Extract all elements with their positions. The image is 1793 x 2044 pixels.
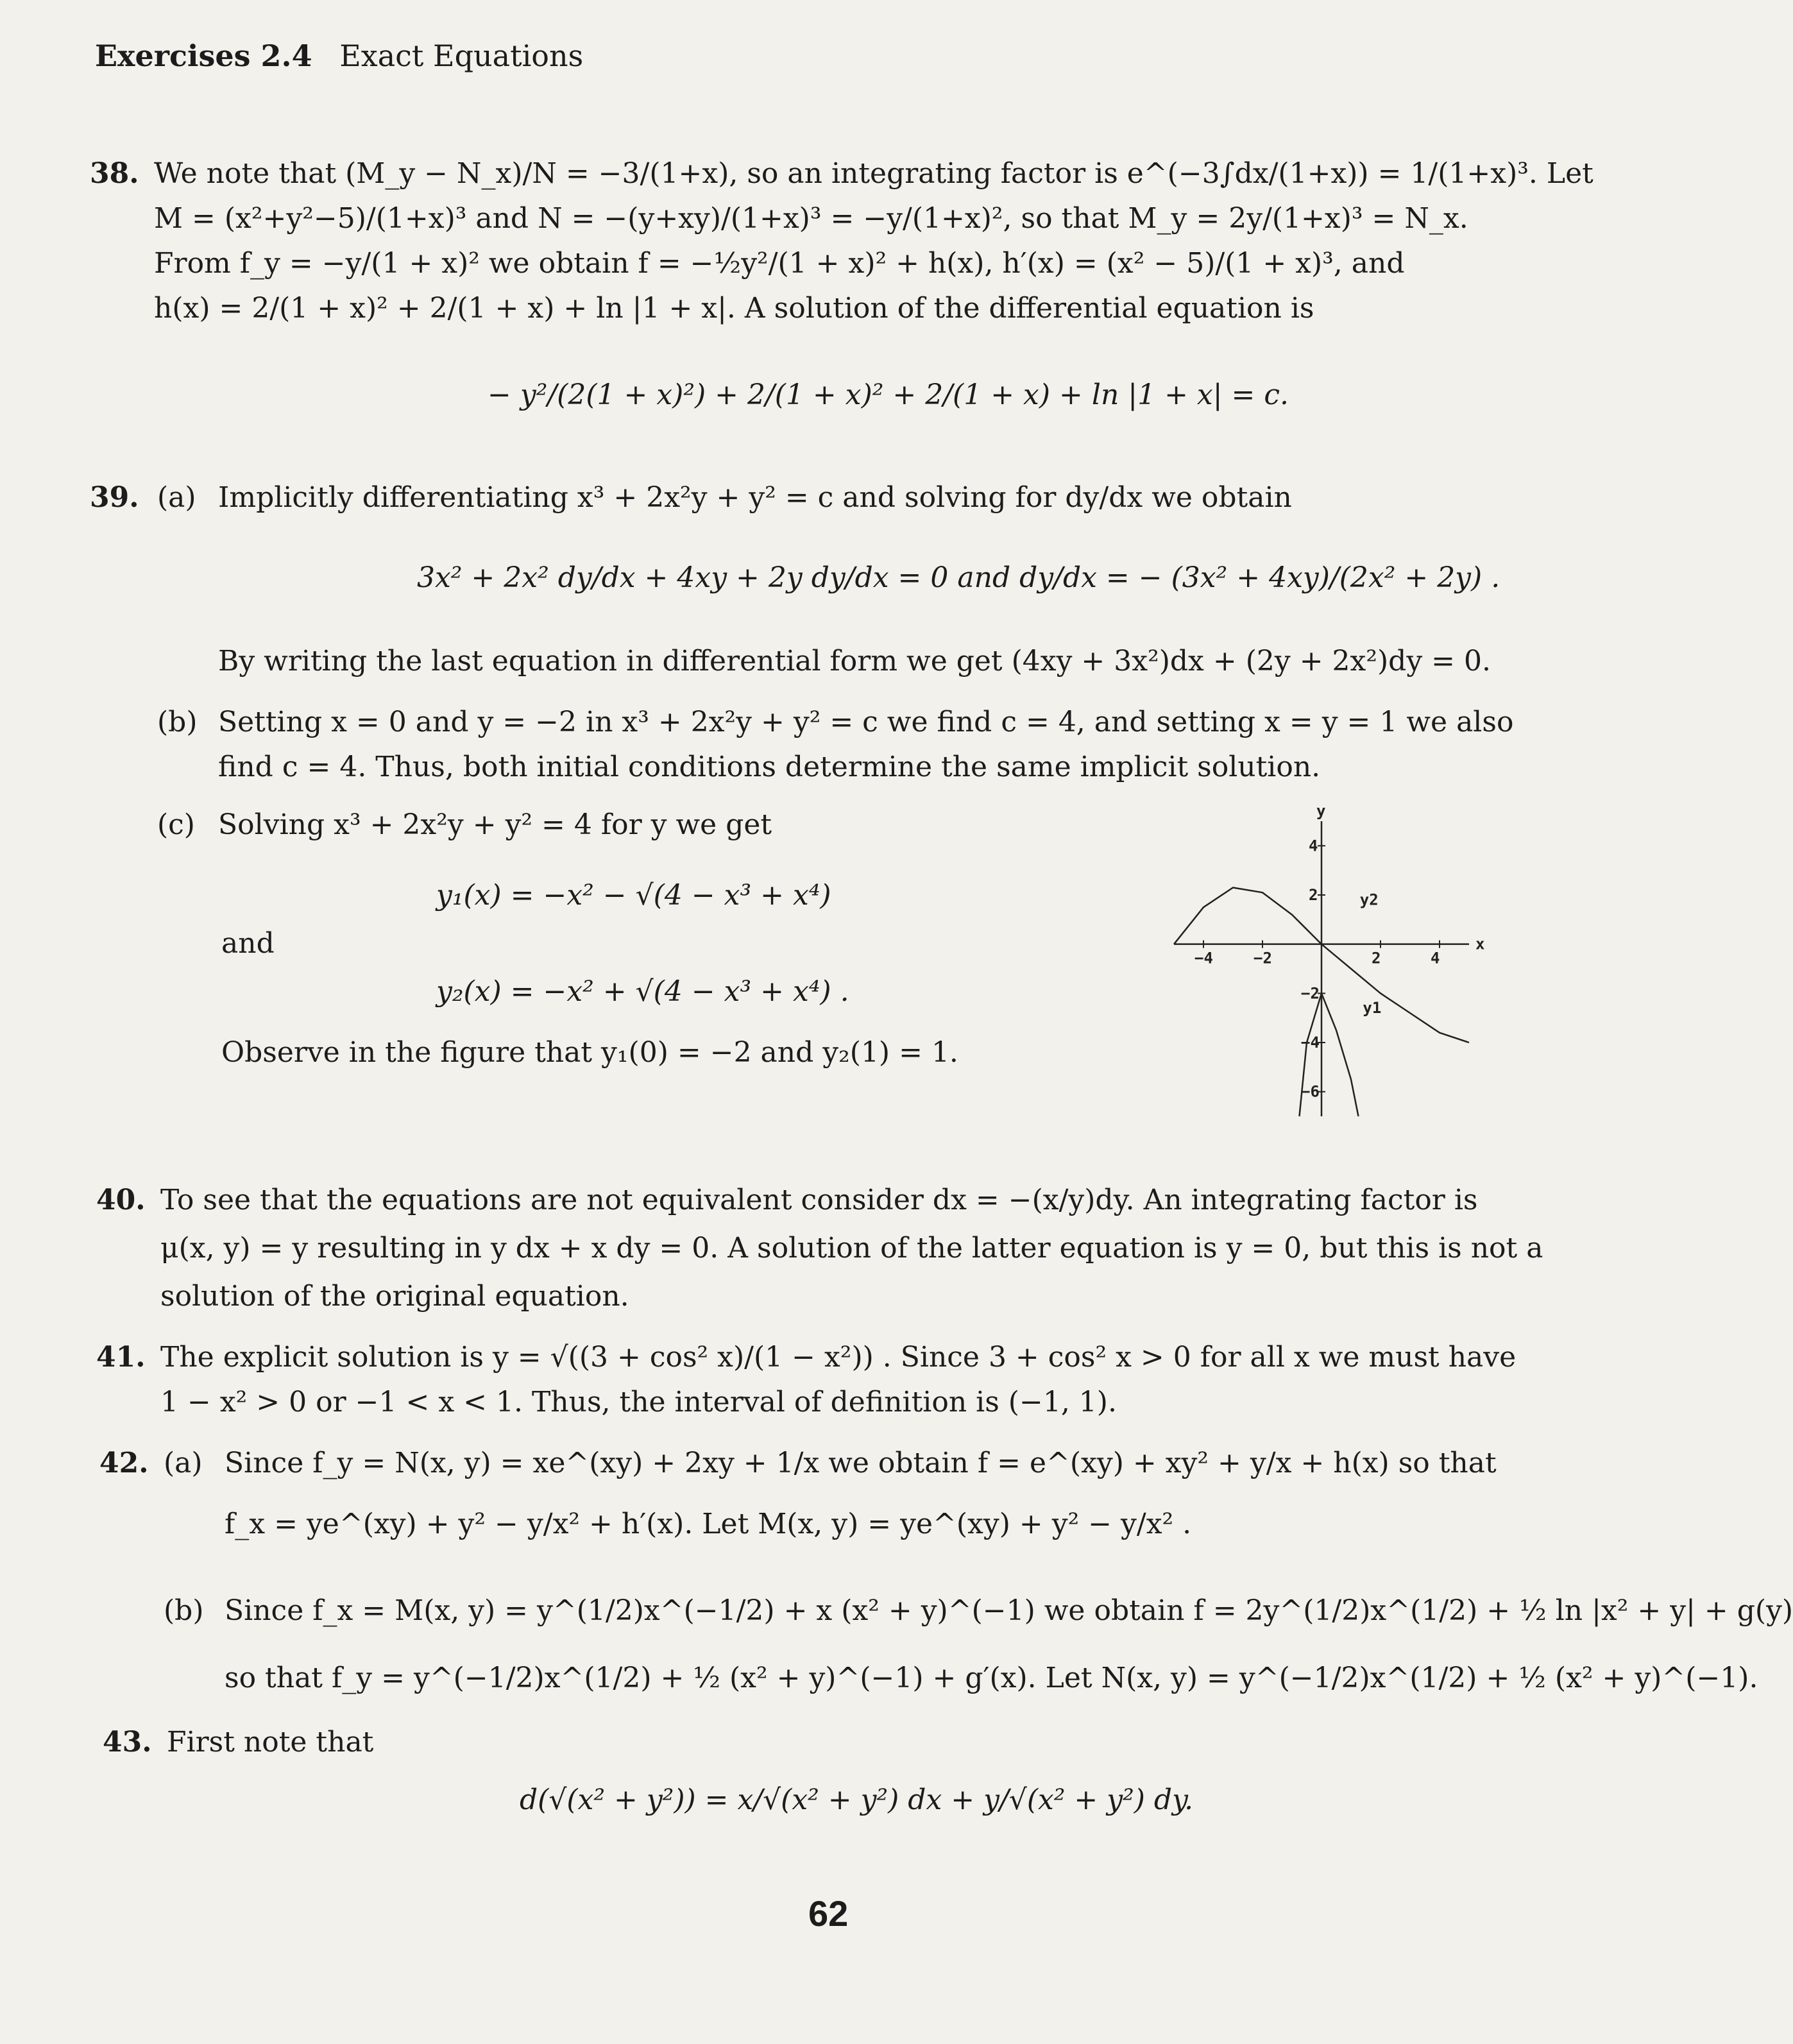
text-line: and xyxy=(221,927,275,960)
exercise-number: 38. xyxy=(90,157,139,190)
x-axis-label: x xyxy=(1475,935,1485,953)
x-tick-label: 4 xyxy=(1431,949,1440,967)
page-header xyxy=(95,38,583,73)
text-line: Setting x = 0 and y = −2 in x³ + 2x²y + y² = c we find c = 4, and setting x = y = 1 we also xyxy=(218,706,1514,738)
exercise-number: 41. xyxy=(96,1341,146,1374)
text-line: Since f_y = N(x, y) = xe^(xy) + 2xy + 1/x we obtain f = e^(xy) + xy² + y/x + h(x) so that xyxy=(225,1447,1497,1479)
text-line: Implicitly differentiating x³ + 2x²y + y² = c and solving for dy/dx we obtain xyxy=(218,481,1292,514)
x-tick-label: −2 xyxy=(1253,949,1272,967)
part-label: (a) xyxy=(164,1447,203,1479)
text-line: 1 − x² > 0 or −1 < x < 1. Thus, the interval of definition is (−1, 1). xyxy=(160,1386,1117,1418)
text-line: find c = 4. Thus, both initial conditions determine the same implicit solution. xyxy=(218,751,1321,783)
display-equation: 3x² + 2x² dy/dx + 4xy + 2y dy/dx = 0 and dy/dx = − (3x² + 4xy)/(2x² + 2y) . xyxy=(417,561,1500,594)
y-tick-label: 4 xyxy=(1309,837,1318,855)
y-tick-label: −6 xyxy=(1301,1082,1320,1101)
part-label: (c) xyxy=(157,808,195,841)
series-label-y1: y1 xyxy=(1363,999,1382,1017)
text-line: By writing the last equation in differential form we get (4xy + 3x²)dx + (2y + 2x²)dy = 0. xyxy=(218,645,1491,677)
text-line: f_x = ye^(xy) + y² − y/x² + h′(x). Let M(x, y) = ye^(xy) + y² − y/x² . xyxy=(225,1508,1192,1540)
text-line: First note that xyxy=(167,1726,374,1759)
text-line: h(x) = 2/(1 + x)² + 2/(1 + x) + ln |1 + x|. A solution of the differential equation is xyxy=(154,292,1314,325)
text-line: solution of the original equation. xyxy=(160,1280,629,1313)
text-line: so that f_y = y^(−1/2)x^(1/2) + ½ (x² + y)^(−1) + g′(x). Let N(x, y) = y^(−1/2)x^(1/2) + ½ (x² + y)^(−1). xyxy=(225,1662,1758,1694)
solution-curves-graph xyxy=(1168,796,1488,1129)
text-line: From f_y = −y/(1 + x)² we obtain f = −½y²/(1 + x)² + h(x), h′(x) = (x² − 5)/(1 + x)³, and xyxy=(154,247,1405,280)
text-line: The explicit solution is y = √((3 + cos² x)/(1 − x²)) . Since 3 + cos² x > 0 for all x we must have xyxy=(160,1341,1517,1374)
x-tick-label: −4 xyxy=(1194,949,1213,967)
section-label: Exercises 2.4 xyxy=(95,38,312,73)
text-line: We note that (M_y − N_x)/N = −3/(1+x), so an integrating factor is e^(−3∫dx/(1+x)) = 1/(1+x)³. Let xyxy=(154,157,1593,190)
display-equation: y₁(x) = −x² − √(4 − x³ + x⁴) xyxy=(436,879,831,912)
section-title: Exact Equations xyxy=(339,38,584,73)
text-line: M = (x²+y²−5)/(1+x)³ and N = −(y+xy)/(1+x)³ = −y/(1+x)², so that M_y = 2y/(1+x)³ = N_x. xyxy=(154,202,1468,235)
exercise-number: 39. xyxy=(90,481,139,514)
text-line: To see that the equations are not equivalent consider dx = −(x/y)dy. An integrating factor is xyxy=(160,1184,1478,1216)
x-tick-label: 2 xyxy=(1372,949,1381,967)
text-line: Solving x³ + 2x²y + y² = 4 for y we get xyxy=(218,808,772,841)
y-tick-label: −2 xyxy=(1301,984,1320,1003)
part-label: (b) xyxy=(164,1594,204,1627)
display-equation: − y²/(2(1 + x)²) + 2/(1 + x)² + 2/(1 + x) + ln |1 + x| = c. xyxy=(488,379,1289,411)
text-line: μ(x, y) = y resulting in y dx + x dy = 0. A solution of the latter equation is y = 0, but this is not a xyxy=(160,1232,1543,1265)
text-line: Since f_x = M(x, y) = y^(1/2)x^(−1/2) + x (x² + y)^(−1) we obtain f = 2y^(1/2)x^(1/2) + ½ ln |x² + y| + g(y) xyxy=(225,1594,1793,1627)
page-number: 62 xyxy=(808,1893,849,1934)
y-tick-label: 2 xyxy=(1309,886,1318,904)
part-label: (b) xyxy=(157,706,198,738)
part-label: (a) xyxy=(157,481,196,514)
display-equation: d(√(x² + y²)) = x/√(x² + y²) dx + y/√(x² + y²) dy. xyxy=(520,1784,1194,1816)
exercise-number: 43. xyxy=(103,1726,152,1759)
y-tick-label: −4 xyxy=(1301,1034,1320,1052)
exercise-number: 42. xyxy=(99,1447,149,1479)
display-equation: y₂(x) = −x² + √(4 − x³ + x⁴) . xyxy=(436,975,849,1008)
exercise-number: 40. xyxy=(96,1184,146,1216)
text-line: Observe in the figure that y₁(0) = −2 and y₂(1) = 1. xyxy=(221,1036,958,1069)
series-label-y2: y2 xyxy=(1359,890,1379,909)
y-axis-label: y xyxy=(1316,802,1326,820)
